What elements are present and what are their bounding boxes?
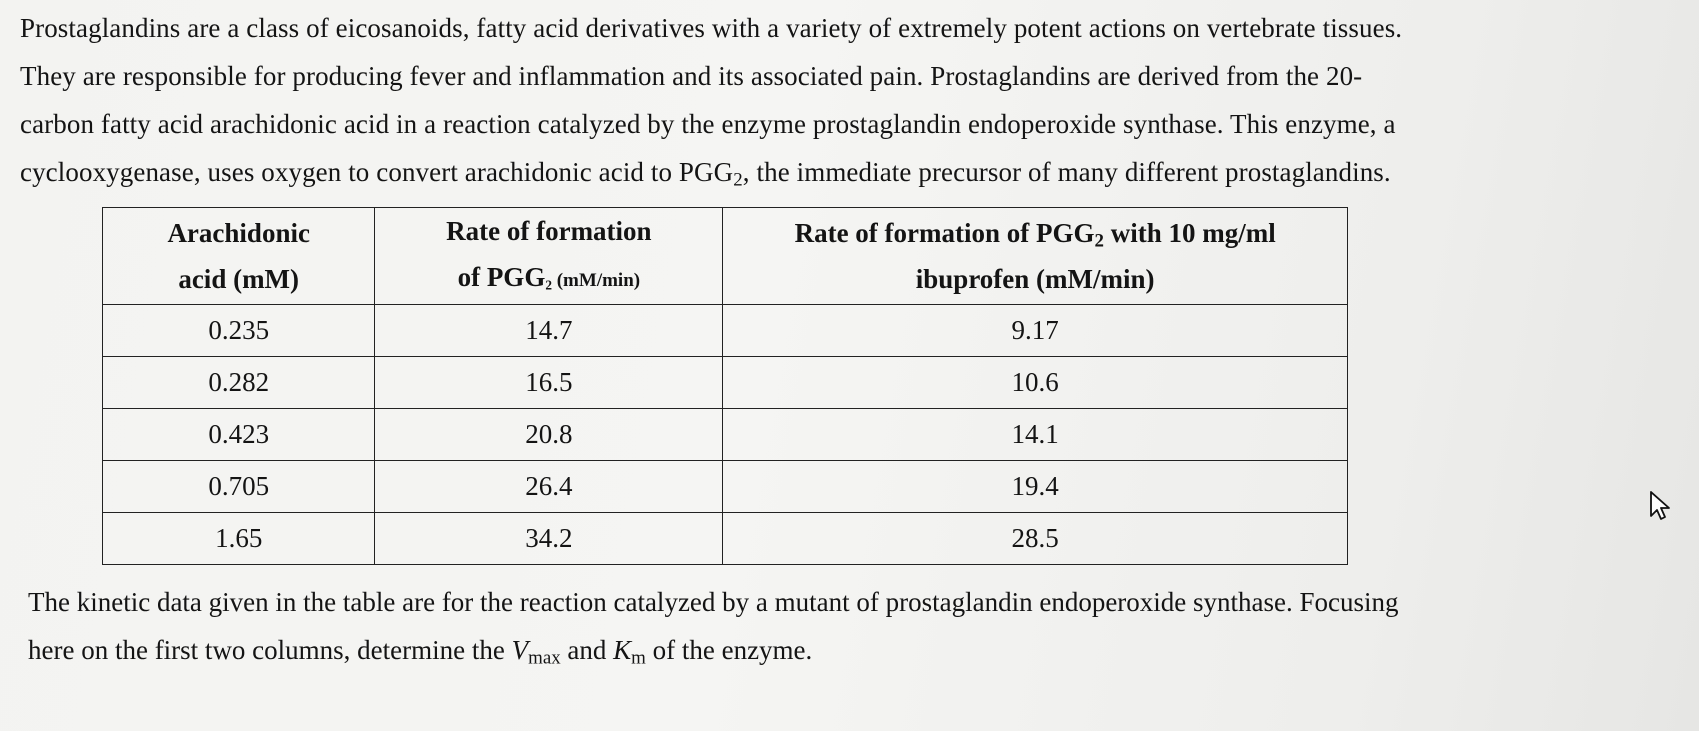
cell-arachidonic: 0.282	[103, 357, 375, 409]
table-header-row	[103, 208, 1348, 305]
header-col2-line2: of PGG	[457, 262, 546, 292]
question-line-2-text: here on the first two columns, determine the	[28, 635, 512, 665]
cell-rate-ibuprofen: 28.5	[723, 513, 1348, 565]
header-rate-of-formation	[375, 208, 723, 305]
intro-pgg-subscript: 2	[733, 169, 743, 191]
cell-rate-ibuprofen: 19.4	[723, 461, 1348, 513]
question-line-2	[28, 626, 1688, 674]
intro-line-1: Prostaglandins are a class of eicosanoids, fatty acid derivatives with a variety of extremely potent actions on vertebrate tissues.	[20, 13, 1403, 43]
cell-arachidonic: 0.235	[103, 305, 375, 357]
kinetics-table	[102, 207, 1348, 565]
vmax-subscript: max	[528, 647, 561, 669]
intro-line-4	[20, 148, 1690, 196]
question-and: and	[560, 635, 614, 665]
intro-line-4-text: cyclooxygenase, uses oxygen to convert arachidonic acid to PGG	[20, 157, 734, 187]
table-row	[103, 461, 1348, 513]
header-col2-unit: (mM/min)	[556, 270, 641, 291]
vmax-symbol: V	[511, 635, 529, 665]
table-row	[103, 409, 1348, 461]
km-symbol: K	[613, 635, 632, 665]
header-col3-line1-end: with 10 mg/ml	[1103, 218, 1276, 248]
intro-paragraph	[20, 4, 1690, 196]
cell-rate: 34.2	[375, 513, 723, 565]
question-paragraph	[28, 578, 1688, 674]
cell-rate-ibuprofen: 10.6	[723, 357, 1348, 409]
cell-rate-ibuprofen: 14.1	[723, 409, 1348, 461]
cell-rate: 26.4	[375, 461, 723, 513]
header-col3-line2: ibuprofen (mM/min)	[915, 264, 1155, 294]
intro-line-2: They are responsible for producing fever and inflammation and its associated pain. Prostaglandins are derived from the 20-	[20, 61, 1363, 91]
header-col3-subscript: 2	[1094, 230, 1104, 252]
table-row	[103, 357, 1348, 409]
header-col2-subscript: 2	[545, 277, 552, 293]
cell-rate: 14.7	[375, 305, 723, 357]
cell-rate: 16.5	[375, 357, 723, 409]
intro-line-4-end: , the immediate precursor of many different prostaglandins.	[742, 157, 1391, 187]
header-col1-line2: acid (mM)	[178, 264, 300, 294]
cell-arachidonic: 0.423	[103, 409, 375, 461]
question-line-2-end: of the enzyme.	[645, 635, 813, 665]
header-arachidonic-acid	[103, 208, 375, 305]
header-col3-line1: Rate of formation of PGG	[794, 218, 1095, 248]
header-rate-with-ibuprofen	[723, 208, 1348, 305]
cell-arachidonic: 1.65	[103, 513, 375, 565]
header-col1-line1: Arachidonic	[167, 218, 310, 248]
cell-rate: 20.8	[375, 409, 723, 461]
table-row	[103, 305, 1348, 357]
intro-line-3: carbon fatty acid arachidonic acid in a reaction catalyzed by the enzyme prostaglandin endoperoxide synthase. This enzyme, a	[20, 109, 1396, 139]
question-line-1: The kinetic data given in the table are for the reaction catalyzed by a mutant of prostaglandin endoperoxide synthase. Focusing	[28, 587, 1399, 617]
header-col2-line1: Rate of formation	[446, 216, 652, 246]
mouse-pointer-icon	[1648, 490, 1674, 522]
table-row	[103, 513, 1348, 565]
km-subscript: m	[631, 647, 646, 669]
header-col2-sub-wrap	[545, 270, 640, 291]
cell-rate-ibuprofen: 9.17	[723, 305, 1348, 357]
cell-arachidonic: 0.705	[103, 461, 375, 513]
